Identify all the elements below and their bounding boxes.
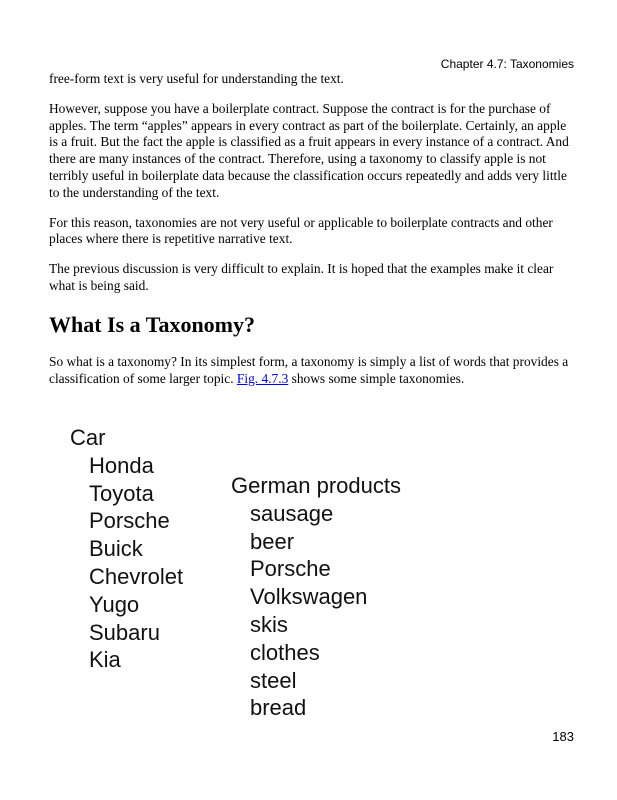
page-body bbox=[49, 71, 574, 400]
definition-text: So what is a taxonomy? In its simplest form, a taxonomy is simply a list of words that provides a classification of some larger topic. bbox=[49, 353, 569, 386]
taxonomy-title-car: Car bbox=[70, 425, 106, 450]
paragraph-explanation: The previous discussion is very difficult to explain. It is hoped that the examples make it clear what is being said. bbox=[49, 261, 554, 293]
paragraph-boilerplate-contract: However, suppose you have a boilerplate contract. Suppose the contract is for the purchase of apples. The term “apples” appears in every contract as part of the boilerplate. Certainly, an apple is a fruit. But the fact the apple is classified as a fruit appears in every instance of a contract. And there are many instances of the contract. Therefore, using a taxonomy to classify apple is not terribly useful in boilerplate data because the classification occurs repeatedly and adds very little to the understanding of the text. bbox=[49, 100, 569, 200]
taxonomy-item: skis bbox=[250, 611, 288, 637]
section-heading: What Is a Taxonomy? bbox=[49, 311, 256, 337]
paragraph-reason: For this reason, taxonomies are not very useful or applicable to boilerplate contracts and other places where there is repetitive narrative text. bbox=[49, 214, 553, 247]
taxonomy-item: sausage bbox=[250, 500, 334, 526]
running-header: Chapter 4.7: Taxonomies bbox=[440, 57, 574, 71]
taxonomy-item: bread bbox=[250, 695, 307, 721]
taxonomy-item: Yugo bbox=[89, 591, 140, 617]
taxonomy-item: steel bbox=[250, 667, 297, 693]
taxonomy-item: Kia bbox=[89, 647, 121, 673]
taxonomy-item: Porsche bbox=[250, 556, 331, 582]
taxonomy-item: beer bbox=[250, 528, 295, 554]
paragraph-continuation: free-form text is very useful for understanding the text. bbox=[49, 71, 344, 86]
taxonomy-item: Porsche bbox=[89, 508, 170, 534]
taxonomy-item: Honda bbox=[89, 452, 154, 478]
taxonomy-title-german-products: German products bbox=[231, 473, 401, 498]
taxonomy-item: Toyota bbox=[89, 480, 154, 506]
paragraph-definition bbox=[49, 354, 574, 388]
taxonomy-item: Volkswagen bbox=[250, 584, 368, 610]
figure-reference-link[interactable]: Fig. 4.7.3 bbox=[236, 370, 289, 386]
car-taxonomy bbox=[70, 424, 183, 674]
definition-text-end: shows some simple taxonomies. bbox=[291, 370, 465, 386]
taxonomy-item: clothes bbox=[250, 639, 320, 665]
taxonomy-item: Subaru bbox=[89, 619, 160, 645]
german-products-taxonomy bbox=[231, 472, 401, 722]
taxonomy-item: Buick bbox=[89, 536, 143, 562]
taxonomy-item: Chevrolet bbox=[89, 563, 184, 589]
page-number: 183 bbox=[552, 729, 574, 744]
